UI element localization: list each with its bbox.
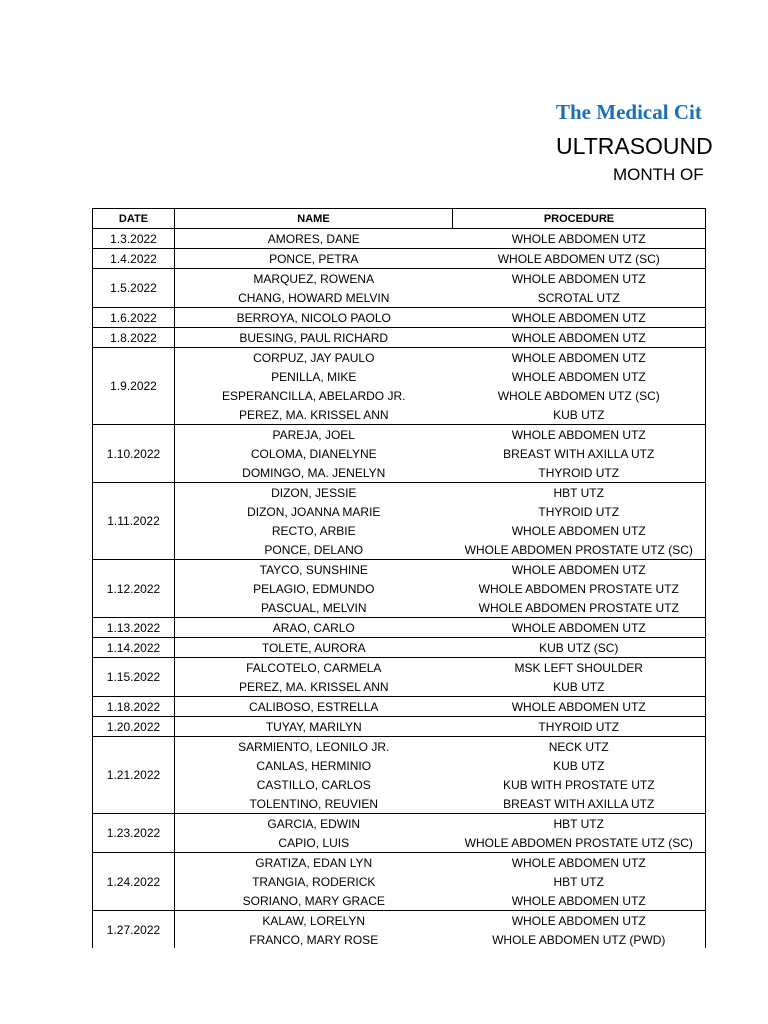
date-cell: 1.27.2022: [93, 911, 175, 949]
date-cell: 1.10.2022: [93, 425, 175, 483]
date-cell: 1.23.2022: [93, 814, 175, 853]
patient-name-cell: BERROYA, NICOLO PAOLO: [175, 308, 453, 328]
table-row: [93, 775, 706, 794]
procedure-cell: WHOLE ABDOMEN PROSTATE UTZ: [453, 598, 706, 618]
table-row: [93, 756, 706, 775]
hospital-title: The Medical Cit: [556, 100, 702, 124]
table-row: [93, 328, 706, 348]
procedure-cell: WHOLE ABDOMEN UTZ: [453, 348, 706, 368]
patient-name-cell: PELAGIO, EDMUNDO: [253, 581, 375, 596]
table-row: [93, 794, 706, 814]
procedure-cell: NECK UTZ: [453, 737, 706, 757]
table-row: [93, 463, 706, 483]
procedure-cell: KUB UTZ: [453, 756, 706, 775]
table-row: [93, 930, 706, 948]
table-row: [93, 677, 706, 697]
table-row: [93, 598, 706, 618]
table-row: [93, 308, 706, 328]
procedure-cell: THYROID UTZ: [453, 463, 706, 483]
table-row: [93, 737, 706, 757]
table-row: [93, 911, 706, 931]
procedure-cell: WHOLE ABDOMEN UTZ: [453, 521, 706, 540]
date-cell: 1.24.2022: [93, 853, 175, 911]
table-row: [93, 872, 706, 891]
table-row: [93, 249, 706, 269]
table-row: [93, 658, 706, 678]
procedure-cell: WHOLE ABDOMEN UTZ (PWD): [453, 930, 706, 948]
procedure-cell: WHOLE ABDOMEN UTZ: [453, 269, 706, 289]
table-row: [93, 638, 706, 658]
table-body: [93, 229, 706, 949]
patient-name-cell: TOLENTINO, REUVIEN: [175, 794, 453, 814]
table-row: [93, 502, 706, 521]
date-cell: 1.4.2022: [93, 249, 175, 269]
report-month: MONTH OF: [613, 165, 704, 184]
date-cell: 1.21.2022: [93, 737, 175, 814]
table-row: [93, 269, 706, 289]
table-row: [93, 540, 706, 560]
patient-name-cell: GRATIZA, EDAN LYN: [255, 855, 373, 870]
patient-name-cell: PEREZ, MA. KRISSEL ANN: [175, 677, 453, 697]
date-cell: 1.13.2022: [93, 618, 175, 638]
patient-name-cell: RECTO, ARBIE: [271, 523, 356, 538]
procedure-cell: KUB UTZ: [453, 405, 706, 425]
procedure-cell: WHOLE ABDOMEN PROSTATE UTZ: [453, 579, 706, 598]
patient-name-cell: SORIANO, MARY GRACE: [175, 891, 453, 911]
table-row: [93, 367, 706, 386]
table-row: [93, 560, 706, 580]
procedure-cell: WHOLE ABDOMEN UTZ: [453, 328, 706, 348]
table-row: [93, 579, 706, 598]
table-row: [93, 229, 706, 249]
procedure-cell: BREAST WITH AXILLA UTZ: [453, 794, 706, 814]
date-cell: 1.8.2022: [93, 328, 175, 348]
table-row: [93, 814, 706, 834]
table-row: [93, 386, 706, 405]
patient-name-cell: AMORES, DANE: [175, 229, 453, 249]
procedure-cell: WHOLE ABDOMEN UTZ: [453, 891, 706, 911]
patient-name-cell: TAYCO, SUNSHINE: [259, 562, 368, 577]
patient-name-cell: TRANGIA, RODERICK: [252, 874, 376, 889]
table-row: [93, 405, 706, 425]
table-header-row: [93, 209, 706, 229]
procedure-cell: HBT UTZ: [453, 872, 706, 891]
patient-name-cell: GARCIA, EDWIN: [267, 816, 361, 831]
date-cell: 1.11.2022: [93, 483, 175, 560]
procedure-cell: WHOLE ABDOMEN UTZ: [453, 367, 706, 386]
patient-name-cell: ARAO, CARLO: [175, 618, 453, 638]
table-row: [93, 444, 706, 463]
procedure-cell: BREAST WITH AXILLA UTZ: [453, 444, 706, 463]
patient-name-cell: TUYAY, MARILYN: [175, 717, 453, 737]
procedure-cell: HBT UTZ: [453, 483, 706, 503]
procedure-cell: SCROTAL UTZ: [453, 288, 706, 308]
procedure-cell: HBT UTZ: [453, 814, 706, 834]
date-cell: 1.6.2022: [93, 308, 175, 328]
date-cell: 1.20.2022: [93, 717, 175, 737]
procedure-cell: WHOLE ABDOMEN UTZ: [453, 560, 706, 580]
procedure-cell: WHOLE ABDOMEN PROSTATE UTZ (SC): [453, 833, 706, 853]
patient-name-cell: ESPERANCILLA, ABELARDO JR.: [222, 388, 406, 403]
table-row: [93, 521, 706, 540]
patient-name-cell: BUESING, PAUL RICHARD: [175, 328, 453, 348]
table-row: [93, 348, 706, 368]
table-row: [93, 618, 706, 638]
procedure-cell: WHOLE ABDOMEN UTZ: [453, 697, 706, 717]
patient-name-cell: CANLAS, HERMINIO: [256, 758, 372, 773]
patient-name-cell: CHANG, HOWARD MELVIN: [175, 288, 453, 308]
procedure-cell: WHOLE ABDOMEN UTZ (SC): [453, 249, 706, 269]
patient-name-cell: DIZON, JESSIE: [271, 485, 357, 500]
patient-name-cell: KALAW, LORELYN: [262, 913, 366, 928]
patient-name-cell: DOMINGO, MA. JENELYN: [175, 463, 453, 483]
date-cell: 1.14.2022: [93, 638, 175, 658]
patient-name-cell: PENILLA, MIKE: [271, 369, 357, 384]
procedure-cell: WHOLE ABDOMEN UTZ (SC): [453, 386, 706, 405]
patient-name-cell: CAPIO, LUIS: [175, 833, 453, 853]
ultrasound-log-table-container: [92, 208, 706, 948]
procedure-cell: WHOLE ABDOMEN UTZ: [453, 308, 706, 328]
procedure-cell: KUB UTZ: [453, 677, 706, 697]
procedure-cell: THYROID UTZ: [453, 717, 706, 737]
table-row: [93, 717, 706, 737]
report-subtitle: ULTRASOUND: [556, 133, 713, 159]
column-header-name: NAME: [175, 209, 453, 229]
date-cell: 1.3.2022: [93, 229, 175, 249]
patient-name-cell: PONCE, DELANO: [175, 540, 453, 560]
date-cell: 1.9.2022: [93, 348, 175, 425]
patient-name-cell: FRANCO, MARY ROSE: [175, 930, 453, 948]
column-header-date: DATE: [93, 209, 175, 229]
procedure-cell: WHOLE ABDOMEN PROSTATE UTZ (SC): [453, 540, 706, 560]
procedure-cell: KUB WITH PROSTATE UTZ: [453, 775, 706, 794]
procedure-cell: WHOLE ABDOMEN UTZ: [453, 618, 706, 638]
patient-name-cell: PONCE, PETRA: [175, 249, 453, 269]
date-cell: 1.12.2022: [93, 560, 175, 618]
procedure-cell: MSK LEFT SHOULDER: [453, 658, 706, 678]
date-cell: 1.5.2022: [93, 269, 175, 308]
table-row: [93, 288, 706, 308]
date-cell: 1.18.2022: [93, 697, 175, 717]
table-row: [93, 853, 706, 873]
patient-name-cell: SARMIENTO, LEONILO JR.: [238, 739, 390, 754]
date-cell: 1.15.2022: [93, 658, 175, 697]
table-row: [93, 833, 706, 853]
procedure-cell: WHOLE ABDOMEN UTZ: [453, 853, 706, 873]
patient-name-cell: CORPUZ, JAY PAULO: [253, 350, 375, 365]
procedure-cell: WHOLE ABDOMEN UTZ: [453, 425, 706, 445]
patient-name-cell: PAREJA, JOEL: [272, 427, 355, 442]
patient-name-cell: FALCOTELO, CARMELA: [246, 660, 382, 675]
patient-name-cell: CASTILLO, CARLOS: [256, 777, 371, 792]
procedure-cell: WHOLE ABDOMEN UTZ: [453, 911, 706, 931]
table-row: [93, 483, 706, 503]
procedure-cell: WHOLE ABDOMEN UTZ: [453, 229, 706, 249]
patient-name-cell: TOLETE, AURORA: [175, 638, 453, 658]
table-row: [93, 891, 706, 911]
ultrasound-log-table: [92, 208, 706, 948]
patient-name-cell: DIZON, JOANNA MARIE: [247, 504, 381, 519]
table-row: [93, 697, 706, 717]
patient-name-cell: COLOMA, DIANELYNE: [250, 446, 377, 461]
patient-name-cell: CALIBOSO, ESTRELLA: [175, 697, 453, 717]
patient-name-cell: PASCUAL, MELVIN: [175, 598, 453, 618]
patient-name-cell: PEREZ, MA. KRISSEL ANN: [175, 405, 453, 425]
column-header-procedure: PROCEDURE: [453, 209, 706, 229]
procedure-cell: THYROID UTZ: [453, 502, 706, 521]
procedure-cell: KUB UTZ (SC): [453, 638, 706, 658]
patient-name-cell: MARQUEZ, ROWENA: [253, 271, 375, 286]
table-row: [93, 425, 706, 445]
